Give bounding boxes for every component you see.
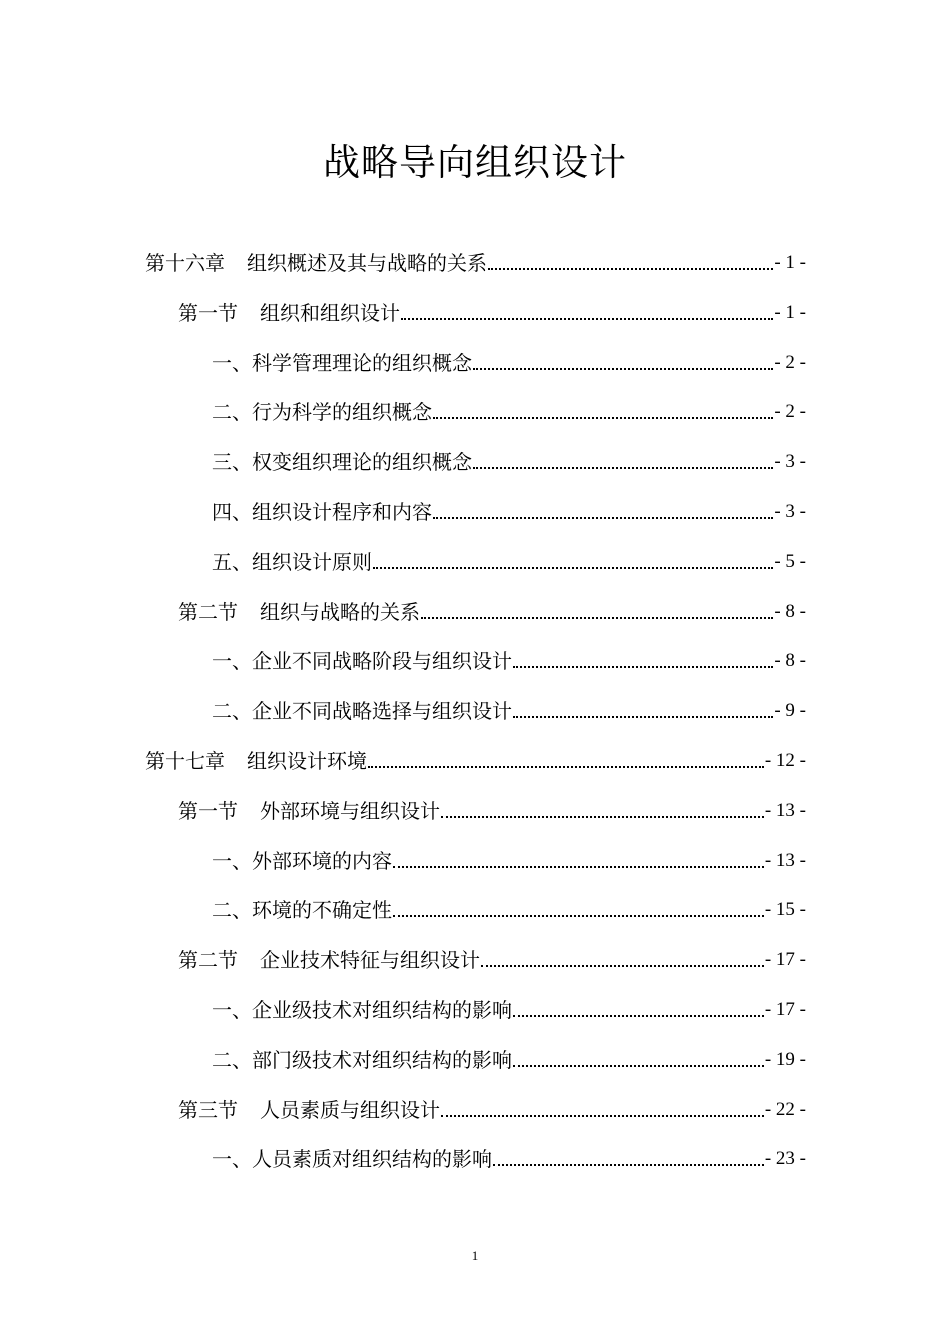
toc-entry-title: 二、部门级技术对组织结构的影响 [212, 1048, 512, 1072]
toc-entry-label [212, 400, 432, 424]
toc-entry-page: - 12 - [764, 750, 806, 771]
toc-entry-page: - 22 - [764, 1099, 806, 1120]
toc-entry-page: - 1 - [774, 302, 806, 323]
toc-entry-number: 第一节 [178, 799, 238, 823]
toc-entry-title: 二、行为科学的组织概念 [212, 400, 432, 424]
toc-entry[interactable] [212, 643, 806, 673]
toc-entry-label [212, 500, 432, 524]
toc-entry-title: 组织与战略的关系 [260, 600, 420, 624]
toc-dot-leader [513, 666, 773, 668]
toc-entry-page: - 23 - [764, 1148, 806, 1169]
toc-dot-leader [368, 766, 764, 768]
page-number: 1 [471, 1248, 479, 1263]
toc-entry-label [145, 251, 487, 275]
toc-entry-number: 第十七章 [145, 749, 225, 773]
toc-entry-page: - 13 - [764, 850, 806, 871]
toc-entry-page: - 19 - [764, 1049, 806, 1070]
toc-entry-title: 外部环境与组织设计 [260, 799, 440, 823]
toc-entry-label [212, 998, 512, 1022]
toc-entry-label [178, 301, 400, 325]
toc-entry[interactable] [145, 245, 806, 275]
toc-entry-title: 一、人员素质对组织结构的影响 [212, 1147, 492, 1171]
toc-entry-title: 一、企业级技术对组织结构的影响 [212, 998, 512, 1022]
toc-entry-label [178, 600, 420, 624]
toc-entry-label [212, 849, 392, 873]
toc-entry-title: 二、企业不同战略选择与组织设计 [212, 699, 512, 723]
toc-entry-page: - 5 - [774, 551, 806, 572]
toc-dot-leader [513, 1065, 764, 1067]
toc-entry[interactable] [212, 544, 806, 574]
toc-entry-label [145, 749, 367, 773]
toc-dot-leader [493, 1164, 764, 1166]
toc-entry-title: 组织设计环境 [247, 749, 367, 773]
toc-entry-title: 企业技术特征与组织设计 [260, 948, 480, 972]
toc-entry-number: 第二节 [178, 600, 238, 624]
toc-entry-page: - 2 - [774, 352, 806, 373]
toc-entry-page: - 1 - [774, 252, 806, 273]
toc-dot-leader [433, 417, 773, 419]
toc-entry-title: 人员素质与组织设计 [260, 1098, 440, 1122]
toc-entry[interactable] [212, 494, 806, 524]
toc-entry-page: - 17 - [764, 949, 806, 970]
toc-entry-page: - 2 - [774, 401, 806, 422]
toc-dot-leader [441, 1115, 764, 1117]
toc-dot-leader [401, 318, 773, 320]
toc-entry-page: - 8 - [774, 650, 806, 671]
toc-entry-title: 一、科学管理理论的组织概念 [212, 351, 472, 375]
toc-entry-label [212, 649, 512, 673]
toc-dot-leader [373, 567, 773, 569]
toc-entry-label [212, 550, 372, 574]
document-title: 战略导向组织设计 [323, 141, 627, 184]
toc-entry[interactable] [178, 1092, 806, 1122]
toc-dot-leader [473, 467, 773, 469]
toc-entry[interactable] [212, 693, 806, 723]
toc-entry-label [178, 1098, 440, 1122]
toc-dot-leader [421, 617, 773, 619]
toc-entry-title: 组织概述及其与战略的关系 [247, 251, 487, 275]
toc-entry[interactable] [212, 394, 806, 424]
toc-entry-label [212, 1147, 492, 1171]
toc-entry-title: 四、组织设计程序和内容 [212, 500, 432, 524]
toc-dot-leader [513, 1015, 764, 1017]
toc-entry[interactable] [178, 295, 806, 325]
toc-dot-leader [433, 517, 773, 519]
toc-entry-label [212, 1048, 512, 1072]
toc-dot-leader [481, 965, 764, 967]
toc-entry-title: 五、组织设计原则 [212, 550, 372, 574]
toc-entry[interactable] [212, 843, 806, 873]
toc-entry-page: - 17 - [764, 999, 806, 1020]
toc-entry-title: 一、企业不同战略阶段与组织设计 [212, 649, 512, 673]
toc-dot-leader [393, 866, 764, 868]
toc-entry-number: 第一节 [178, 301, 238, 325]
toc-entry-page: - 9 - [774, 700, 806, 721]
toc-entry-title: 二、环境的不确定性 [212, 898, 392, 922]
toc-entry[interactable] [212, 992, 806, 1022]
toc-dot-leader [473, 368, 773, 370]
toc-dot-leader [441, 816, 764, 818]
toc-entry-number: 第十六章 [145, 251, 225, 275]
toc-entry[interactable] [145, 743, 806, 773]
toc-entry-page: - 15 - [764, 899, 806, 920]
toc-entry-title: 三、权变组织理论的组织概念 [212, 450, 472, 474]
toc-entry[interactable] [178, 594, 806, 624]
toc-entry-label [212, 351, 472, 375]
toc-entry[interactable] [178, 793, 806, 823]
toc-entry-title: 一、外部环境的内容 [212, 849, 392, 873]
toc-entry-page: - 13 - [764, 800, 806, 821]
toc-dot-leader [513, 716, 773, 718]
toc-entry[interactable] [212, 345, 806, 375]
toc-entry-label [212, 450, 472, 474]
toc-entry-label [178, 948, 480, 972]
toc-dot-leader [488, 268, 773, 270]
toc-entry[interactable] [178, 942, 806, 972]
toc-entry-page: - 3 - [774, 501, 806, 522]
toc-entry-page: - 8 - [774, 601, 806, 622]
toc-entry-label [178, 799, 440, 823]
toc-entry-page: - 3 - [774, 451, 806, 472]
toc-entry-label [212, 699, 512, 723]
toc-entry[interactable] [212, 1141, 806, 1171]
toc-entry-label [212, 898, 392, 922]
toc-entry-number: 第三节 [178, 1098, 238, 1122]
toc-dot-leader [393, 915, 764, 917]
toc-entry-title: 组织和组织设计 [260, 301, 400, 325]
toc-entry[interactable] [212, 1042, 806, 1072]
toc-entry-number: 第二节 [178, 948, 238, 972]
toc-entry[interactable] [212, 444, 806, 474]
toc-entry[interactable] [212, 892, 806, 922]
